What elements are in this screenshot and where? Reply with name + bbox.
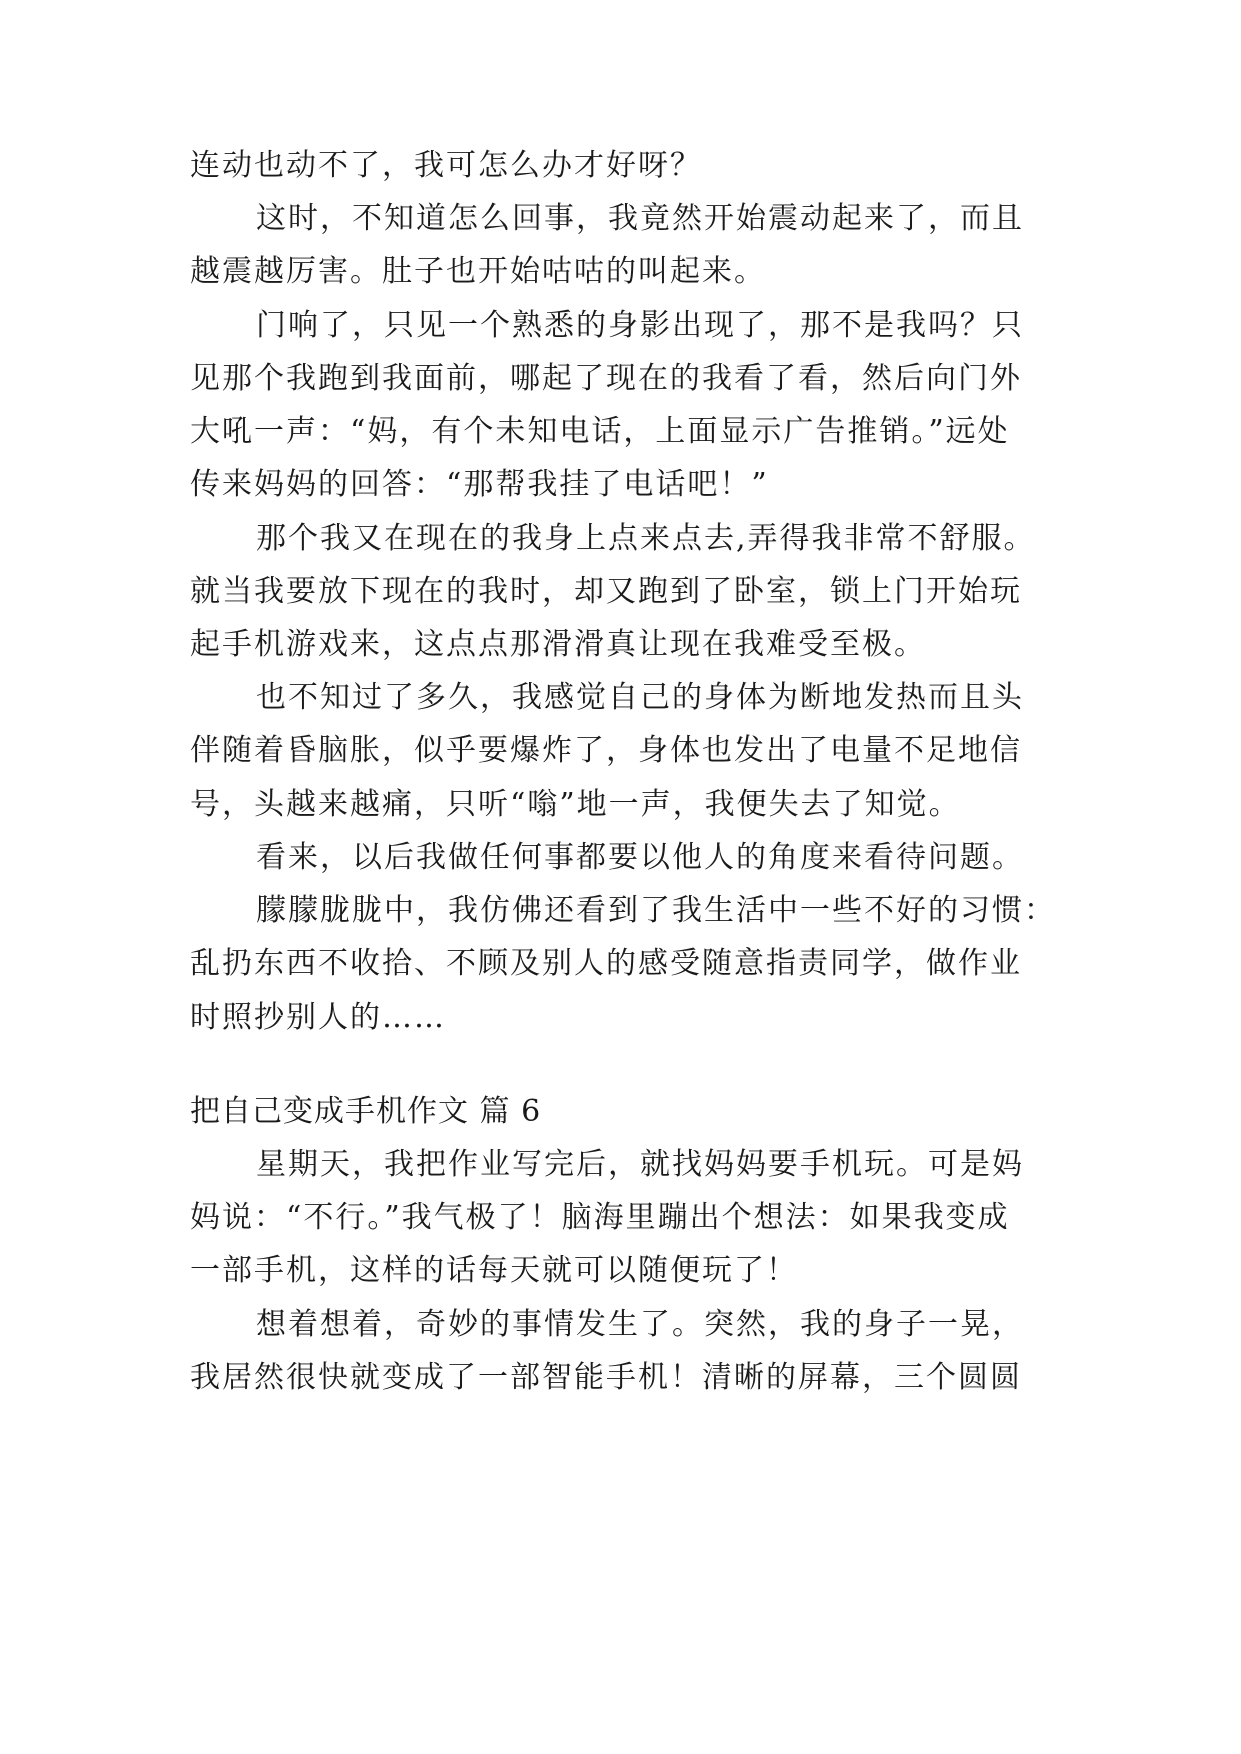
text-line: 乱扔东西不收拾、不顾及别人的感受随意指责同学，做作业 [190,946,1022,981]
paragraph-first-line: 想着想着，奇妙的事情发生了。突然，我的身子一晃， [256,1307,1024,1342]
text-line: 妈说：“不行。”我气极了！脑海里蹦出个想法：如果我变成 [190,1200,1010,1235]
text-line: 一部手机，这样的话每天就可以随便玩了！ [190,1253,798,1288]
text-line: 连动也动不了，我可怎么办才好呀？ [190,148,702,183]
text-line: 见那个我跑到我面前，哪起了现在的我看了看，然后向门外 [190,361,1022,396]
text-line: 伴随着昏脑胀，似乎要爆炸了，身体也发出了电量不足地信 [190,733,1022,768]
text-line: 传来妈妈的回答：“那帮我挂了电话吧！” [190,467,769,502]
text-line: 就当我要放下现在的我时，却又跑到了卧室，锁上门开始玩 [190,574,1022,609]
paragraph-first-line: 看来，以后我做任何事都要以他人的角度来看待问题。 [256,840,1024,875]
paragraph-first-line: 那个我又在现在的我身上点来点去,弄得我非常不舒服。 [256,521,1036,556]
text-line: 大吼一声：“妈，有个未知电话，上面显示广告推销。”远处 [190,414,1010,449]
section-heading: 把自己变成手机作文 篇 6 [190,1094,542,1129]
paragraph-first-line: 这时，不知道怎么回事，我竟然开始震动起来了，而且 [256,201,1024,236]
paragraph-first-line: 门响了，只见一个熟悉的身影出现了，那不是我吗？只 [256,308,1024,343]
text-line: 越震越厉害。肚子也开始咕咕的叫起来。 [190,254,766,289]
text-line: 起手机游戏来，这点点那滑滑真让现在我难受至极。 [190,627,926,662]
text-line: 号，头越来越痛，只听“嗡”地一声，我便失去了知觉。 [190,787,961,822]
text-line: 时照抄别人的…… [190,1000,446,1035]
text-line: 我居然很快就变成了一部智能手机！清晰的屏幕，三个圆圆 [190,1360,1022,1395]
paragraph-first-line: 朦朦胧胧中，我仿佛还看到了我生活中一些不好的习惯： [256,893,1056,928]
paragraph-first-line: 也不知过了多久，我感觉自己的身体为断地发热而且头 [256,680,1024,715]
paragraph-first-line: 星期天，我把作业写完后，就找妈妈要手机玩。可是妈 [256,1147,1024,1182]
